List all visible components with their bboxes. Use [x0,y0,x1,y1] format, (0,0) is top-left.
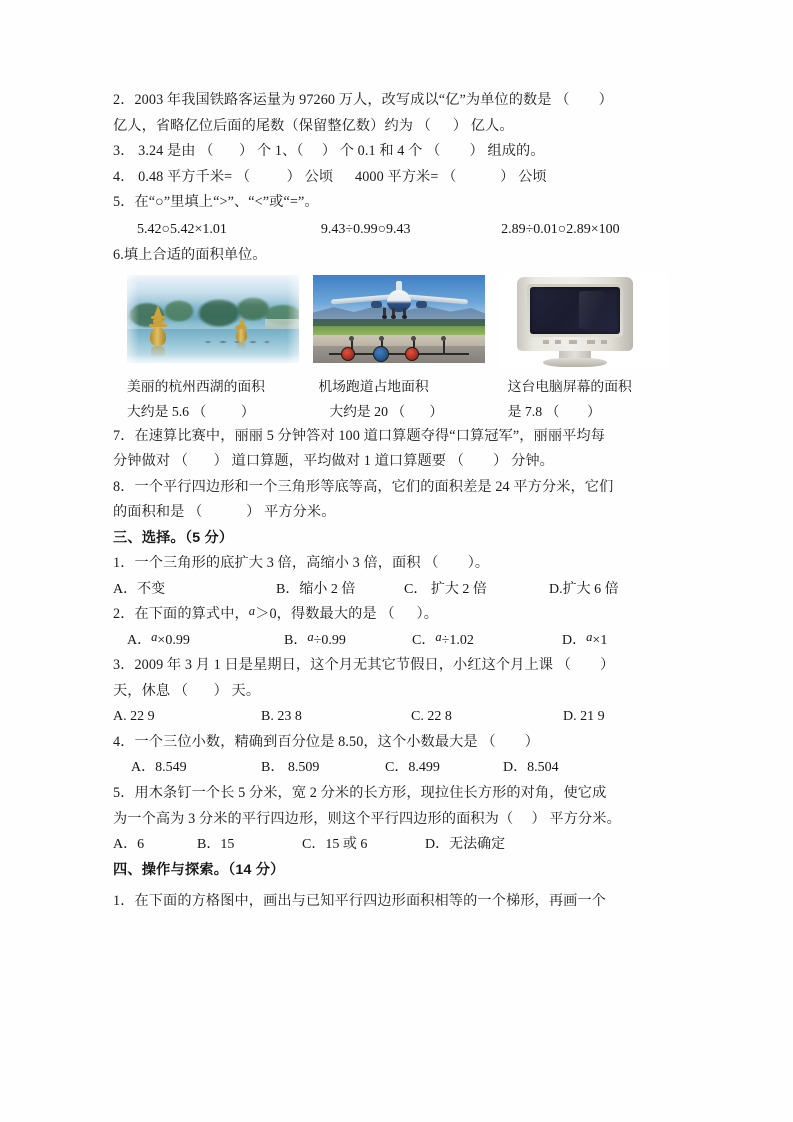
variable-a-2b: a [307,629,314,644]
airplane-right-engine [416,301,427,308]
choice-question-1-options [113,577,685,603]
picture-cell-monitor [499,275,685,370]
monitor-control-buttons [543,340,607,344]
option-3a[interactable]: A. 22 9 [113,709,155,725]
runway-lamp-red-1 [341,347,355,361]
option-3c[interactable]: C. 22 8 [411,709,452,725]
section-four-heading: 四、操作与探索。（14 分） [113,861,285,878]
compare-expression-1: 5.42○5.42×1.01 [137,221,227,237]
west-lake-scene [127,275,299,363]
caption-row-line-2 [113,399,685,424]
monitor-case [517,277,633,351]
question-8-line-2: 的面积和是 （ ） 平方分米。 [113,504,336,521]
question-2-line-2: 亿人，省略亿位后面的尾数（保留整亿数）约为 （ ） 亿人。 [113,117,514,134]
question-4: 4． 0.48 平方千米= （ ） 公顷 4000 平方米= （ ） 公顷 [113,168,547,185]
option-2a[interactable]: A．a×0.99 [127,628,284,654]
runway-lamp-blue [373,346,389,362]
option-2d[interactable]: D．a×1 [562,628,607,654]
question-7-line-1: 7．在速算比赛中，丽丽 5 分钟答对 100 道口算题夺得“口算冠军”，丽丽平均每 [113,427,605,444]
choice-question-3-stem-line-1: 3．2009 年 3 月 1 日是星期日，这个月无其它节假日，小红这个月上课 （ ） [113,657,615,674]
caption-west-lake-line-1: 美丽的杭州西湖的面积 [127,378,265,394]
light-post-head-2 [379,336,384,341]
monitor-base [543,358,607,367]
option-3d[interactable]: D. 21 9 [563,709,605,725]
option-5b[interactable]: B．15 [197,837,235,853]
question-6-picture-row [113,275,685,370]
light-post-head-1 [349,336,354,341]
option-4c[interactable]: C．8.499 [385,760,440,776]
airplane-fuselage [387,290,411,312]
west-lake-edge-fade [127,275,299,363]
compare-expression-2: 9.43÷0.99○9.43 [320,221,411,237]
runway-approach-lights [329,345,469,363]
option-5c[interactable]: C．15 或 6 [302,837,368,853]
exam-content [113,88,685,914]
option-2c[interactable]: C．a÷1.02 [412,628,562,654]
airplane-left-engine [371,301,382,308]
q2-stem-variable: a [248,604,256,619]
caption-airport-line-2: 大约是 20 （ ） [329,403,444,419]
option-4b[interactable]: B． 8.509 [261,760,320,776]
hangzhou-west-lake-photo [127,275,299,363]
light-post-head-3 [411,336,416,341]
option-5d[interactable]: D．无法确定 [425,837,506,853]
option-4a[interactable]: A．8.549 [131,760,187,776]
light-post-head-4 [441,336,446,341]
choice-question-5-stem-line-2: 为一个高为 3 分米的平行四边形，则这个平行四边形的面积为（ ） 平方分米。 [113,810,621,827]
airport-runway-airplane-photo [313,275,485,363]
variable-a-2c: a [435,629,442,644]
option-5a[interactable]: A．6 [113,837,145,853]
runway-lamp-red-2 [405,347,419,361]
question-3: 3． 3.24 是由 （ ） 个 1、（ ） 个 0.1 和 4 个 （ ） 组成的。 [113,143,545,160]
option-4d[interactable]: D．8.504 [503,760,559,776]
airport-scene [313,275,485,363]
airplane-left-wing [331,294,391,304]
question-2-line-1: 2．2003 年我国铁路客运量为 97260 万人，改写成以“亿”为单位的数是 （ ） [113,92,613,108]
crt-computer-monitor-photo [499,275,671,370]
choice-question-5-stem-line-1: 5．用木条钉一个长 5 分米，宽 2 分米的长方形，现拉住长方形的对角，使它成 [113,784,607,801]
q2-stem-pre: 2．在下面的算式中， [113,606,249,623]
caption-row-line-1 [113,374,685,399]
option-2b[interactable]: B．a÷0.99 [284,628,412,654]
picture-cell-west-lake [127,275,313,370]
light-post-4 [443,339,445,353]
choice-question-2-options [113,628,685,654]
section-four-question-1: 1．在下面的方格图中，画出与已知平行四边形面积相等的一个梯形，再画一个 [113,892,606,909]
option-1a[interactable]: A．不变 [113,581,166,597]
choice-question-3-stem-line-2: 天，休息 （ ） 天。 [113,682,261,699]
question-7-line-2: 分钟做对 （ ） 道口算题，平均做对 1 道口算题要 （ ） 分钟。 [113,453,554,470]
caption-monitor-line-2: 是 7.8 （ ） [507,403,601,419]
airplane-nose-wheel [391,315,396,319]
choice-question-4-options [113,755,685,781]
caption-west-lake-line-2: 大约是 5.6 （ ） [127,403,255,419]
airplane-left-wheel [382,315,387,319]
compare-expression-3: 2.89÷0.01○2.89×100 [501,221,620,237]
question-8-line-1: 8．一个平行四边形和一个三角形等底等高，它们的面积差是 24 平方分米，它们 [113,478,614,495]
option-1b[interactable]: B．缩小 2 倍 [276,581,356,597]
caption-monitor-line-1: 这台电脑屏幕的面积 [507,378,632,394]
choice-question-3-options [113,704,685,730]
choice-question-5-options [113,832,685,858]
choice-question-4-stem: 4．一个三位小数，精确到百分位是 8.50，这个小数最大是 （ ） [113,733,540,750]
picture-cell-airport [313,275,499,370]
section-three-heading: 三、选择。（5 分） [113,529,234,546]
option-3b[interactable]: B. 23 8 [261,709,302,725]
question-5-stem: 5．在“○”里填上“>”、“<”或“=”。 [113,194,319,211]
variable-a-2d: a [586,629,593,644]
variable-a-2a: a [151,629,158,644]
option-1c[interactable]: C． 扩大 2 倍 [404,581,487,597]
option-1d[interactable]: D.扩大 6 倍 [549,581,619,597]
choice-question-2-stem [113,602,685,628]
question-5-compare-row [113,217,685,243]
question-6-captions [113,374,685,424]
choice-question-1-stem: 1．一个三角形的底扩大 3 倍，高缩小 3 倍，面积 （ ）。 [113,554,490,571]
airplane-right-wheel [402,315,407,319]
question-6-stem: 6.填上合适的面积单位。 [113,246,267,263]
q2-stem-post: ＞0，得数最大的是 （ ）。 [255,606,438,623]
monitor-screen-glare [579,291,607,329]
caption-airport-line-1: 机场跑道占地面积 [318,378,429,394]
